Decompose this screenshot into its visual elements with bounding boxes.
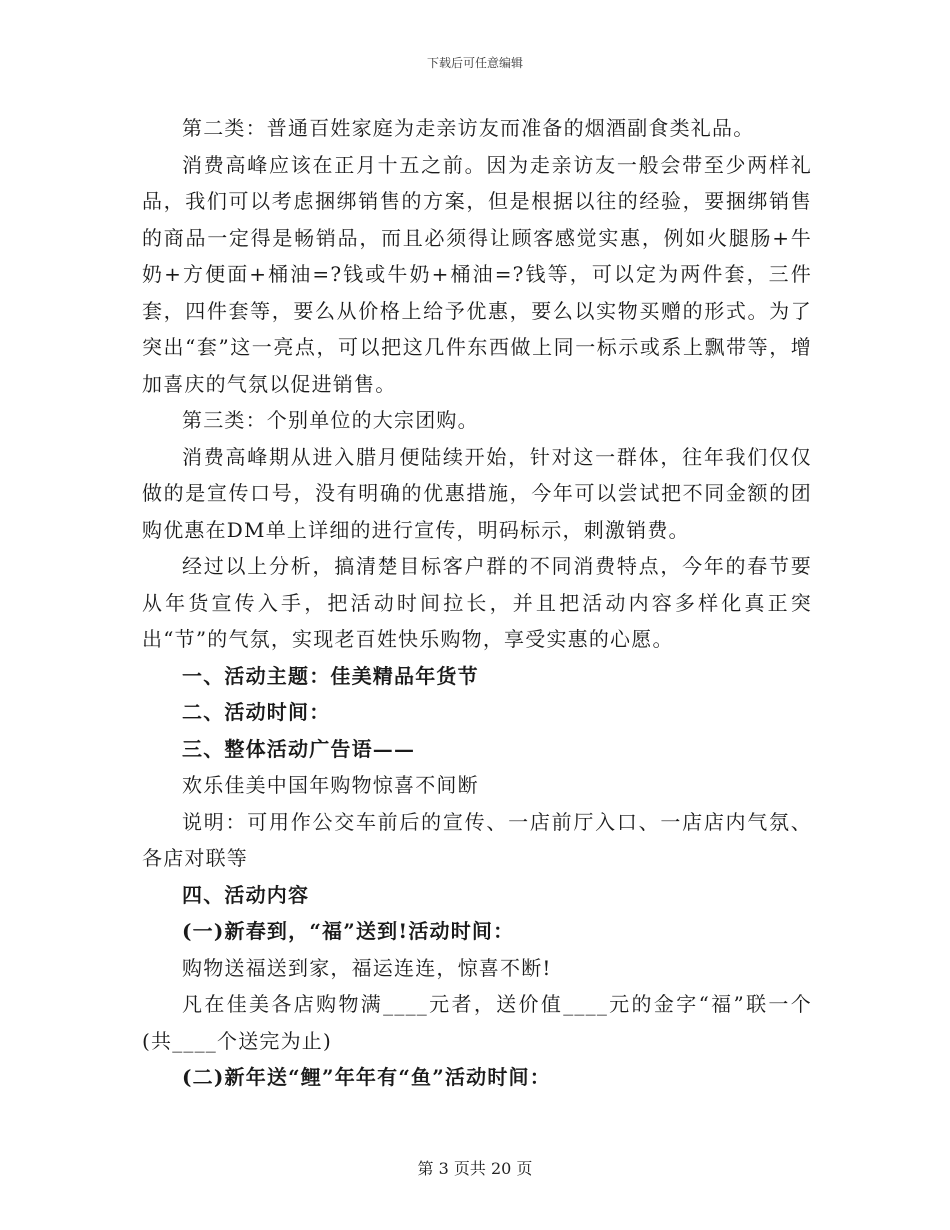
body-paragraph: 经过以上分析，搞清楚目标客户群的不同消费特点，今年的春节要从年货宣传入手，把活动时间拉长，并且把活动内容多样化真正突出“节”的气氛，实现老百姓快乐购物，享受实惠的心愿。 bbox=[142, 554, 812, 651]
page-footer: 第 3 页共 20 页 bbox=[417, 1159, 533, 1178]
section-heading: 一、活动主题：佳美精品年货节 bbox=[182, 663, 479, 688]
body-paragraph: 购物送福送到家，福运连连，惊喜不断! bbox=[182, 955, 552, 980]
section-heading: 二、活动时间： bbox=[182, 700, 331, 724]
body-paragraph: 第三类：个别单位的大宗团购。 bbox=[182, 408, 479, 432]
body-paragraph: 欢乐佳美中国年购物惊喜不间断 bbox=[182, 773, 479, 797]
section-heading: 三、整体活动广告语—— bbox=[182, 736, 416, 761]
page-header: 下载后可任意编辑 bbox=[426, 56, 523, 70]
section-heading: 四、活动内容 bbox=[182, 882, 310, 907]
body-paragraph: 第二类：普通百姓家庭为走亲访友而准备的烟酒副食类礼品。 bbox=[182, 116, 755, 140]
body-paragraph: 消费高峰应该在正月十五之前。因为走亲访友一般会带至少两样礼品，我们可以考虑捆绑销售的方案，但是根据以往的经验，要捆绑销售的商品一定得是畅销品，而且必须得让顾客感觉实惠，例如火腿肠+牛奶+方便面+桶油=?钱或牛奶+桶油=?钱等，可以定为两件套，三件套，四件套等，要么从价格上给予优惠，要么以实物买赠的形式。为了突出“套”这一亮点，可以把这几件东西做上同一标示或系上飘带等，增加喜庆的气氛以促进销售。 bbox=[142, 152, 812, 396]
section-heading: (一)新春到，“福”送到!活动时间： bbox=[182, 919, 515, 943]
body-paragraph: 凡在佳美各店购物满____元者，送价值____元的金字“福”联一个(共____个送完为止) bbox=[142, 992, 812, 1053]
document-body bbox=[142, 110, 812, 1096]
section-heading: (二)新年送“鲤”年年有“鱼”活动时间： bbox=[182, 1065, 551, 1089]
body-paragraph: 消费高峰期从进入腊月便陆续开始，针对这一群体，往年我们仅仅做的是宣传口号，没有明确的优惠措施，今年可以尝试把不同金额的团购优惠在DM单上详细的进行宣传，明码标示，刺激销费。 bbox=[142, 444, 812, 542]
body-paragraph: 说明：可用作公交车前后的宣传、一店前厅入口、一店店内气氛、各店对联等 bbox=[142, 809, 812, 870]
